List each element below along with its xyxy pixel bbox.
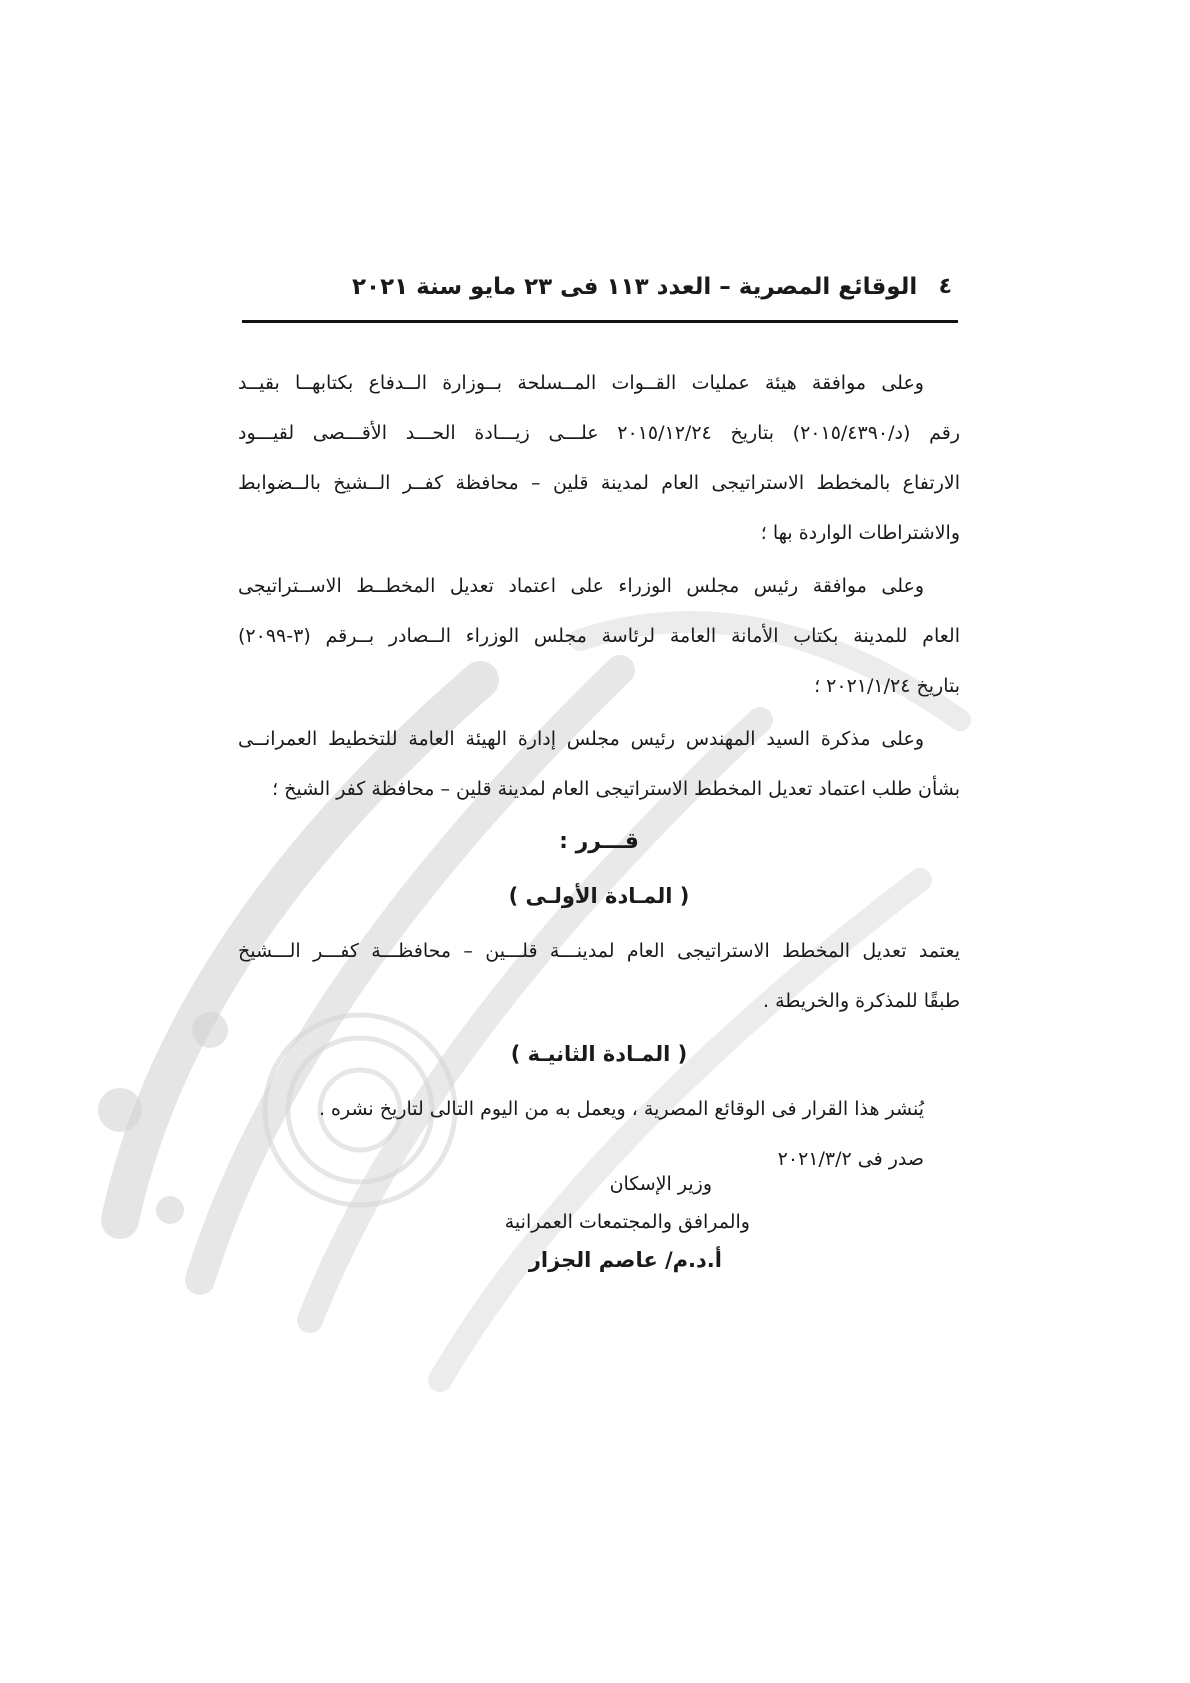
minister-title-line-2: والمرافق والمجتمعات العمرانية [504,1211,750,1233]
preamble-paragraph-1 [238,358,960,558]
text-line: وعلى موافقة هيئة عمليات القــوات المــسلحة بــوزارة الــدفاع بكتابهــا بقيــد [238,372,924,394]
text-line: يُنشر هذا القرار فى الوقائع المصرية ، ويعمل به من اليوم التالى لتاريخ نشره . [318,1098,924,1120]
signer-name: أ.د.م/ عاصم الجزار [528,1248,722,1272]
issue-date: صدر فى ٢٠٢١/٣/٢ [777,1148,924,1170]
page-number: ٤ [938,274,952,299]
article-2-heading: ( المـادة الثانيـة ) [510,1042,688,1066]
article-1-text [238,926,960,1026]
text-line: الارتفاع بالمخطط الاستراتيجى العام لمدينة قلين – محافظة كفــر الــشيخ بالــضوابط [238,472,960,494]
signature-block [470,1165,750,1279]
text-line: بشأن طلب اعتماد تعديل المخطط الاستراتيجى العام لمدينة قلين – محافظة كفر الشيخ ؛ [272,778,960,800]
decision-heading: قـــرر : [559,829,639,854]
article-1-heading: ( المـادة الأولـى ) [508,884,690,908]
text-line: طبقًا للمذكرة والخريطة . [763,990,960,1012]
preamble-paragraph-2 [238,561,960,711]
text-line: بتاريخ ٢٠٢١/١/٢٤ ؛ [814,675,960,697]
journal-title: الوقائع المصرية – العدد ١١٣ فى ٢٣ مايو سنة ٢٠٢١ [352,274,918,300]
text-line: وعلى موافقة رئيس مجلس الوزراء على اعتماد تعديل المخطــط الاســتراتيجى [238,575,924,597]
text-line: يعتمد تعديل المخطط الاستراتيجى العام لمدينـــة قلـــين – محافظـــة كفـــر الـــشيخ [238,940,960,962]
header-divider [242,320,958,323]
text-line: والاشتراطات الواردة بها ؛ [760,522,960,544]
preamble-paragraph-3 [238,714,960,814]
decree-body [238,358,960,1187]
page-header [242,270,958,316]
text-line: رقم (د/٢٠١٥/٤٣٩٠) بتاريخ ٢٠١٥/١٢/٢٤ علـــى زيـــادة الحـــد الأقـــصى لقيـــود [238,422,960,444]
text-line: وعلى مذكرة السيد المهندس رئيس مجلس إدارة الهيئة العامة للتخطيط العمرانــى [238,728,924,750]
minister-title-line-1: وزير الإسكان [609,1173,712,1195]
text-line: العام للمدينة بكتاب الأمانة العامة لرئاسة مجلس الوزراء الــصادر بــرقم (٣-٢٠٩٩) [238,625,960,647]
